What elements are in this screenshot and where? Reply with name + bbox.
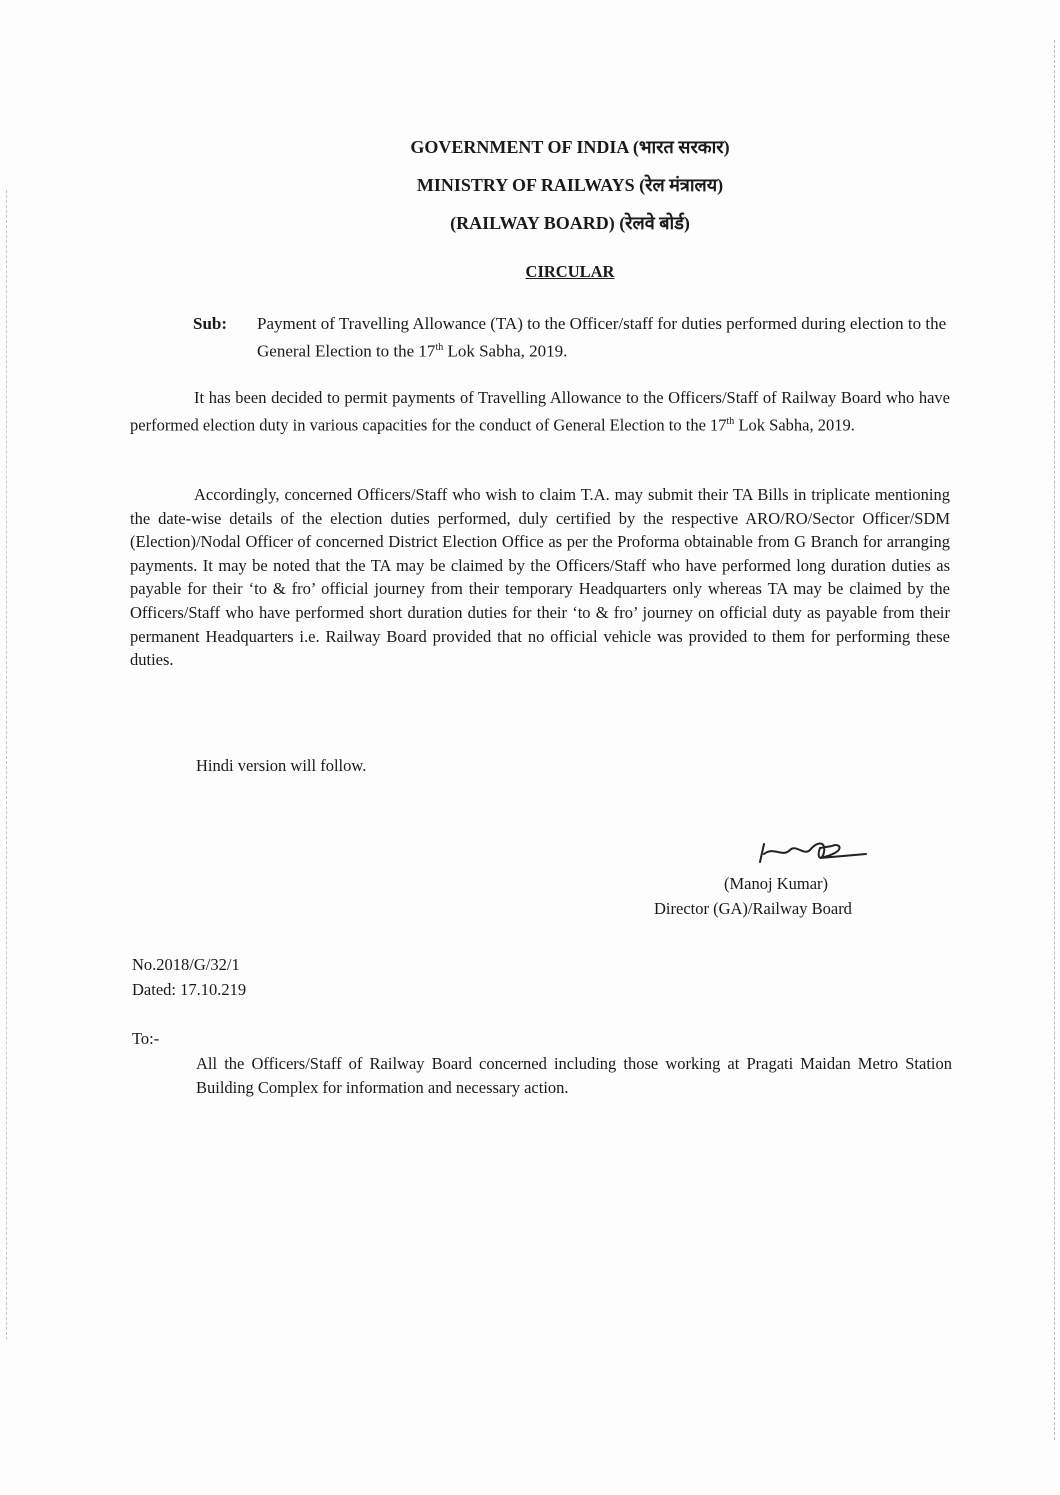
signature-mark xyxy=(756,832,876,872)
recipients-text: All the Officers/Staff of Railway Board concerned including those working at Pragati Maidan Metro Station Building Complex for information and necessary action. xyxy=(196,1054,952,1097)
letterhead xyxy=(200,128,940,242)
subject-label: Sub: xyxy=(193,314,228,333)
reference-date: Dated: 17.10.219 xyxy=(132,980,247,999)
signatory-title: Director (GA)/Railway Board xyxy=(654,899,852,918)
circular-title: CIRCULAR xyxy=(525,262,615,281)
paragraph-decision: It has been decided to permit payments of Travelling Allowance to the Officers/Staff of Railway Board who have performed election duty in various capacities for the conduct of General Election to the 17th Lok Sabha, 2019. xyxy=(130,388,950,435)
reference-number: No.2018/G/32/1 xyxy=(132,955,240,974)
header-government: GOVERNMENT OF INDIA (भारत सरकार) xyxy=(410,137,730,157)
scan-edge-right xyxy=(1054,40,1056,1440)
header-board: (RAILWAY BOARD) (रेलवे बोर्ड) xyxy=(450,213,690,233)
subject-text: Payment of Travelling Allowance (TA) to the Officer/staff for duties performed during election to the General Election to the 17th Lok Sabha, 2019. xyxy=(257,314,947,361)
header-ministry: MINISTRY OF RAILWAYS (रेल मंत्रालय) xyxy=(416,175,724,195)
scan-edge-left xyxy=(6,190,8,1340)
signatory-name: (Manoj Kumar) xyxy=(724,874,829,893)
hindi-version-note: Hindi version will follow. xyxy=(196,756,367,775)
paragraph-procedure: Accordingly, concerned Officers/Staff who wish to claim T.A. may submit their TA Bills in triplicate mentioning the date-wise details of the election duties performed, duly certified by the respective ARO/RO/Sector Officer/SDM (Election)/Nodal Officer of concerned District Election Office as per the Proforma obtainable from G Branch for arranging payments. It may be noted that the TA may be claimed by the Officers/Staff who have performed long duration duties as payable for their ‘to & fro’ official journey from their temporary Headquarters only whereas TA may be claimed by the Officers/Staff who have performed short duration duties for their ‘to & fro’ journey on official duty as payable from their permanent Headquarters i.e. Railway Board provided that no official vehicle was provided to them for performing these duties. xyxy=(130,485,950,670)
recipients-label: To:- xyxy=(132,1029,160,1048)
